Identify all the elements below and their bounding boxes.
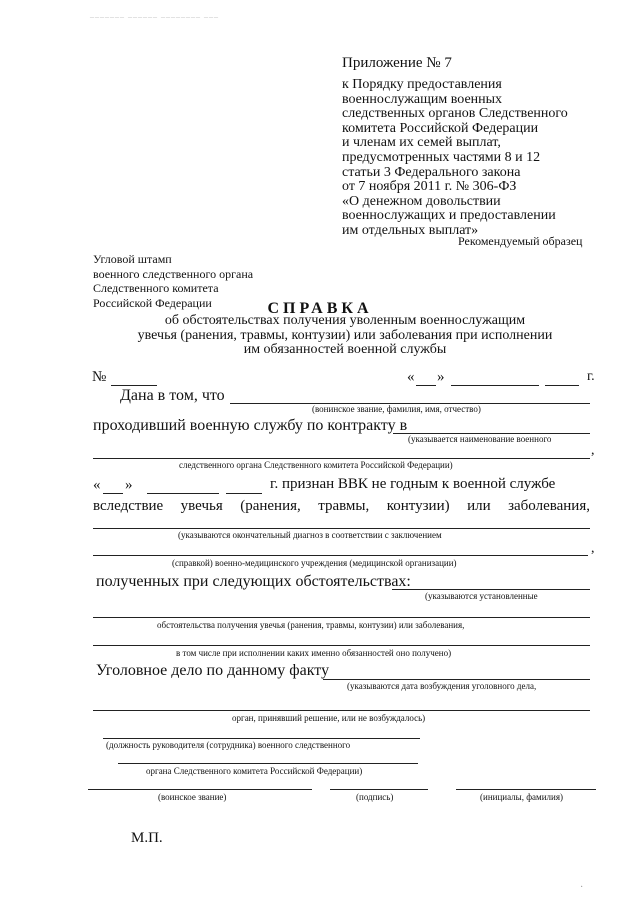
- appendix-line: комитета Российской Федерации: [342, 120, 539, 136]
- subtitle-line: увечья (ранения, травмы, контузии) или заболевания при исполнении: [137, 327, 553, 343]
- subtitle-line: об обстоятельствах получения уволенным военнослужащим: [164, 313, 526, 328]
- diagnosis-field-2[interactable]: [93, 555, 588, 556]
- subtitle-line: им обязанностей военной службы: [243, 342, 447, 357]
- caption-org-1: (указывается наименование военного: [408, 434, 552, 444]
- appendix-line: статьи 3 Федерального закона: [342, 164, 521, 180]
- stamp-line: Следственного комитета: [93, 281, 219, 295]
- appendix-title: Приложение № 7: [342, 55, 452, 71]
- criminal-field-2[interactable]: [93, 710, 590, 711]
- date-month-field[interactable]: [451, 385, 539, 386]
- appendix-line: следственных органов Следственного: [342, 106, 568, 122]
- document-subtitle: [100, 314, 590, 358]
- caption-crim-2: орган, принявший решение, или не возбуждалось): [232, 713, 426, 723]
- recognized-text: г. признан ВВК не годным к военной службе: [270, 476, 556, 492]
- appendix-line: предусмотренных частями 8 и 12: [342, 149, 541, 165]
- appendix-line: «О денежном довольствии: [342, 193, 501, 209]
- caption-circ-1: (указываются установленные: [425, 591, 538, 601]
- organization-field-2[interactable]: [93, 458, 590, 459]
- date-close-quote: »: [437, 369, 445, 385]
- criminal-field[interactable]: [323, 679, 590, 680]
- corner-mark: ·: [580, 882, 584, 893]
- circumstances-field[interactable]: [392, 589, 590, 590]
- appendix-line: им отдельных выплат»: [342, 222, 479, 238]
- date-open-quote: «: [407, 369, 415, 385]
- header-mark: _______ ______ ________ ___: [90, 10, 219, 19]
- diagnosis-field[interactable]: [93, 528, 590, 529]
- date2-open-quote: «: [93, 477, 101, 493]
- criminal-label: Уголовное дело по данному факту: [96, 662, 330, 679]
- date2-year-field[interactable]: [226, 493, 262, 494]
- circumstances-field-2[interactable]: [93, 617, 590, 618]
- caption-sig-name: (инициалы, фамилия): [480, 792, 563, 802]
- appendix-line: к Порядку предоставления: [342, 77, 502, 92]
- circumstances-field-3[interactable]: [93, 645, 590, 646]
- caption-org-2: следственного органа Следственного комитета Российской Федерации): [179, 460, 453, 470]
- caption-sig-sign: (подпись): [356, 792, 394, 802]
- caption-circ-2: обстоятельства получения увечья (ранения, травмы, контузии) или заболевания,: [157, 620, 465, 630]
- signature-sign-field[interactable]: [330, 789, 428, 790]
- date2-close-quote: »: [125, 477, 133, 493]
- caption-pos-2: органа Следственного комитета Российской Федерации): [146, 766, 363, 776]
- number-field[interactable]: [111, 385, 157, 386]
- position-field-2[interactable]: [118, 763, 418, 764]
- caption-diag-1: (указываются окончательный диагноз в соответствии с заключением: [178, 530, 442, 540]
- caption-diag-2: (справкой) военно-медицинского учреждения (медицинской организации): [172, 558, 457, 568]
- date-day-field[interactable]: [416, 385, 436, 386]
- appendix-line: и членам их семей выплат,: [342, 135, 501, 151]
- caption-pos-1: (должность руководителя (сотрудника) военного следственного: [106, 740, 351, 750]
- comma: ,: [591, 443, 595, 458]
- caption-circ-3: в том числе при исполнении каких именно обязанностей оно получено): [176, 648, 452, 658]
- appendix-line: от 7 ноября 2011 г. № 306-ФЗ: [342, 179, 517, 195]
- given-label: Дана в том, что: [120, 387, 225, 404]
- appendix-body: [342, 78, 612, 239]
- date2-day-field[interactable]: [103, 493, 123, 494]
- stamp-place: М.П.: [131, 830, 163, 846]
- recommended-sample: Рекомендуемый образец: [458, 234, 583, 248]
- stamp-line: Российской Федерации: [93, 295, 212, 310]
- consequence-text: вследствие увечья (ранения, травмы, контузии) или заболевания,: [93, 498, 590, 514]
- date-year-field[interactable]: [545, 385, 579, 386]
- comma-2: ,: [591, 541, 595, 556]
- served-label: проходивший военную службу по контракту в: [93, 417, 408, 434]
- caption-crim-1: (указываются дата возбуждения уголовного дела,: [347, 681, 537, 691]
- stamp-line: Угловой штамп: [93, 252, 172, 266]
- position-field[interactable]: [103, 738, 420, 739]
- caption-rank: (вонинское звание, фамилия, имя, отчество): [312, 404, 481, 414]
- stamp-line: военного следственного органа: [93, 266, 254, 281]
- document-title: СПРАВКА: [267, 300, 373, 317]
- signature-name-field[interactable]: [456, 789, 596, 790]
- date2-month-field[interactable]: [147, 493, 219, 494]
- circumstances-label: полученных при следующих обстоятельствах:: [96, 573, 411, 590]
- caption-sig-rank: (воинское звание): [158, 792, 227, 802]
- appendix-line: военнослужащим военных: [342, 91, 503, 107]
- appendix-line: военнослужащих и предоставлении: [342, 208, 556, 224]
- year-suffix: г.: [587, 369, 595, 384]
- number-label: №: [92, 369, 107, 385]
- signature-rank-field[interactable]: [88, 789, 312, 790]
